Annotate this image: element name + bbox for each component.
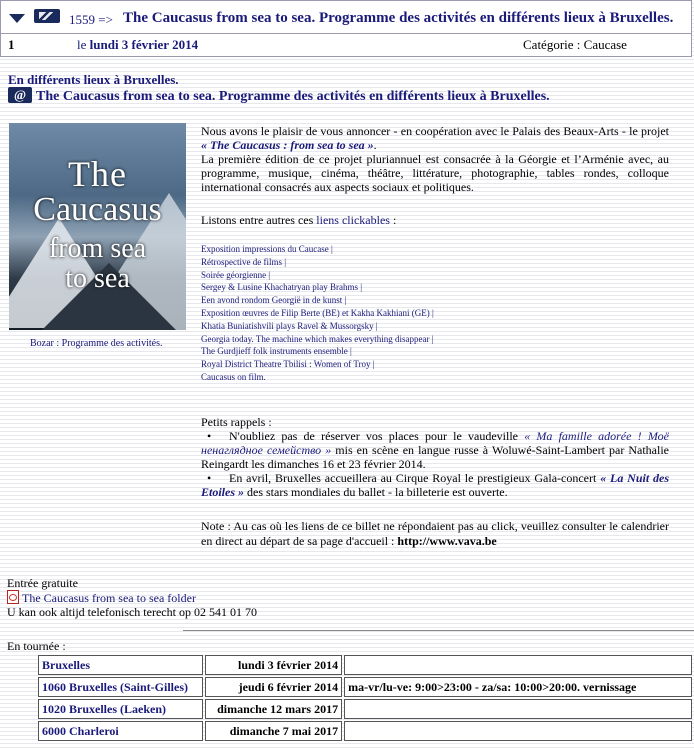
tour-info: [344, 699, 692, 719]
table-row: [38, 699, 692, 719]
poster-line: The: [68, 154, 127, 194]
event-link[interactable]: Exposition œuvres de Filip Berte (BE) et Kakha Kakhiani (GE) |: [201, 307, 434, 318]
reminders-title: Petits rappels :: [201, 415, 272, 429]
item-category: Catégorie : Caucase: [523, 37, 627, 52]
poster-line: Caucasus: [33, 191, 162, 228]
item-index: 1: [8, 37, 15, 52]
item-date: [77, 37, 198, 53]
location-label: En différents lieux à Bruxelles.: [8, 72, 179, 87]
phone-info: U kan ook altijd telefonisch terecht op 02 541 01 70: [7, 605, 257, 619]
date-value: lundi 3 février 2014: [89, 37, 199, 52]
reminder-item: [201, 471, 669, 499]
intro-part: Nous avons le plaisir de vous annoncer - en coopération avec le Palais des Beaux-Arts - le projet: [201, 124, 669, 138]
tour-city-link[interactable]: 1060 Bruxelles (Saint-Gilles): [38, 677, 203, 697]
caucasus-poster-image[interactable]: [9, 123, 186, 330]
info-row: [0, 34, 692, 57]
event-link[interactable]: Sergey & Lusine Khachatryan play Brahms |: [201, 282, 363, 293]
free-entry: Entrée gratuite: [7, 576, 78, 590]
folder-link[interactable]: The Caucasus from sea to sea folder: [22, 591, 196, 605]
divider: [183, 630, 694, 631]
article-number[interactable]: 1559 =>: [69, 12, 113, 27]
reminder-text: N'oubliez pas de réserver vos places pour le vaudeville: [229, 429, 518, 443]
tour-info: ma-vr/lu-ve: 9:00>23:00 - za/sa: 10:00>20:00. vernissage: [344, 677, 692, 697]
tour-table: [36, 653, 694, 743]
project-link[interactable]: « The Caucasus : from sea to sea »: [201, 138, 374, 152]
listons-text: [201, 213, 396, 228]
clickable-links-link[interactable]: liens clickables: [316, 213, 390, 227]
reminder-text: mis en scène en langue russe à Woluwé-Saint-Lambert par Nathalie Reingardt les dimanches 16 et 23 février 2014.: [201, 443, 670, 471]
intro-part: La première édition de ce projet pluriannuel est consacrée à la Géorgie et l’Arménie avec, au programme, musique, cinéma, théâtre, littérature, photographie, tables rondes, colloque international consacrés aux aspects sociaux et politiques.: [201, 152, 669, 194]
gala-link[interactable]: « La Nuit des Etoiles »: [201, 471, 670, 499]
event-link[interactable]: The Gurdjieff folk instruments ensemble |: [201, 346, 352, 357]
homepage-url[interactable]: http://www.vava.be: [397, 534, 497, 548]
event-link[interactable]: Khatia Buniatishvili plays Ravel & Mussorgsky |: [201, 320, 378, 331]
reminders: [201, 415, 669, 499]
tour-date: lundi 3 février 2014: [205, 655, 342, 675]
note-body: Note : Au cas où les liens de ce billet ne répondaient pas au click, veuillez consulter le calendrier en direct au départ de sa page d'accueil :: [201, 519, 669, 548]
tour-city-link[interactable]: 1020 Bruxelles (Laeken): [38, 699, 203, 719]
tour-date: dimanche 12 mars 2017: [205, 699, 342, 719]
tour-date: dimanche 7 mai 2017: [205, 721, 342, 741]
intro-part: .: [373, 138, 377, 152]
note-text: [201, 519, 669, 549]
pdf-icon: [7, 590, 19, 604]
poster-caption-link[interactable]: Bozar : Programme des activités.: [30, 338, 163, 349]
intro-text: [201, 124, 669, 194]
poster-line: to sea: [65, 263, 130, 294]
event-link[interactable]: Een avond rondom Georgië in de kunst |: [201, 295, 347, 306]
tour-label: En tournée :: [7, 639, 66, 653]
event-link[interactable]: Rétrospective de films |: [201, 256, 287, 267]
event-link[interactable]: Royal District Theatre Tbilisi : Women of Troy |: [201, 359, 375, 370]
flag-icon: [34, 9, 60, 23]
email-at-icon[interactable]: @: [8, 87, 32, 103]
table-row: [38, 721, 692, 741]
event-link[interactable]: Soirée géorgienne |: [201, 269, 271, 280]
header-title[interactable]: The Caucasus from sea to sea. Programme des activités en différents lieux à Bruxelles.: [123, 10, 674, 26]
header-bar: [0, 0, 692, 34]
date-prefix: le: [77, 37, 87, 52]
article-heading: The Caucasus from sea to sea. Programme des activités en différents lieux à Bruxelles.: [36, 89, 550, 104]
event-link[interactable]: Georgia today. The machine which makes everything disappear |: [201, 333, 434, 344]
reminder-item: [201, 429, 669, 471]
vaudeville-link[interactable]: « Ma famille adorée ! Моё ненаглядное семейство »: [201, 429, 669, 457]
collapse-triangle-icon[interactable]: [9, 14, 25, 23]
event-links-list: [201, 243, 434, 384]
tour-info: [344, 655, 692, 675]
poster-line: from sea: [48, 233, 147, 264]
listons-end: :: [389, 213, 397, 227]
listons-label: Listons entre autres ces: [201, 213, 314, 227]
footer-info: [7, 576, 257, 619]
reminder-text: En avril, Bruxelles accueillera au Cirque Royal le prestigieux Gala-concert: [229, 471, 597, 485]
table-row: [38, 677, 692, 697]
event-link[interactable]: Caucasus on film.: [201, 371, 266, 382]
tour-city-link[interactable]: 6000 Charleroi: [38, 721, 203, 741]
tour-city-link[interactable]: Bruxelles: [38, 655, 203, 675]
event-link[interactable]: Exposition impressions du Caucase |: [201, 244, 333, 254]
reminder-text: des stars mondiales du ballet - la billeterie est ouverte.: [244, 485, 508, 499]
tour-info: [344, 721, 692, 741]
tour-date: jeudi 6 février 2014: [205, 677, 342, 697]
table-row: [38, 655, 692, 675]
